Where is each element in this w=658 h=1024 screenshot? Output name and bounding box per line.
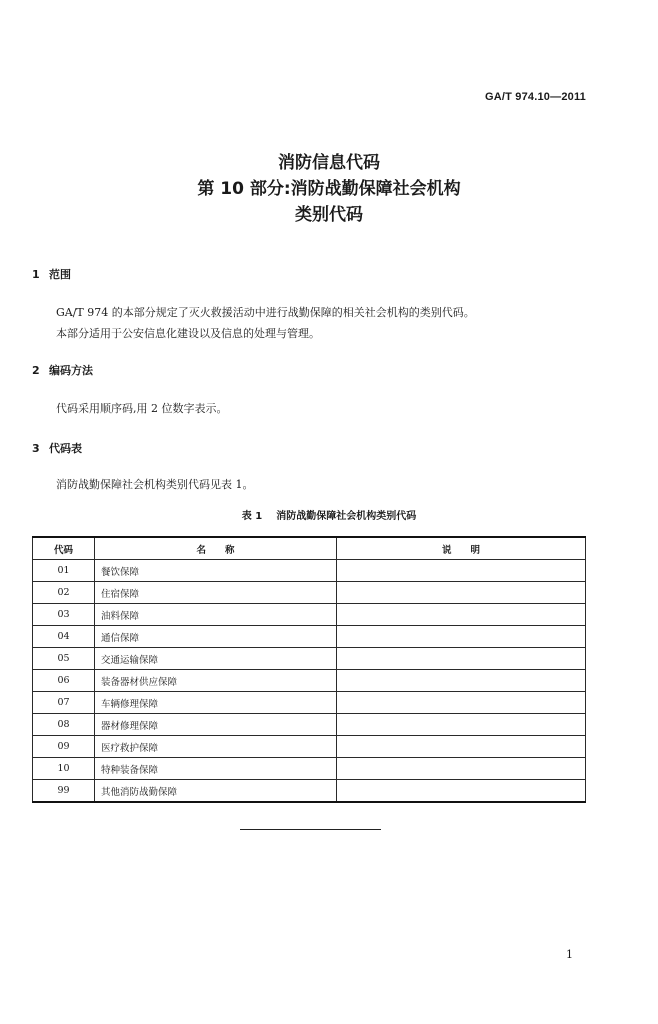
- cell-name: 油料保障: [95, 604, 337, 626]
- cell-name: 器材修理保障: [95, 714, 337, 736]
- table-row: [33, 604, 586, 626]
- section-1-body: [56, 302, 475, 344]
- table-header-row: [33, 537, 586, 560]
- table-row: [33, 648, 586, 670]
- section-title: 代码表: [49, 442, 82, 455]
- title-line-3: 类别代码: [295, 205, 363, 225]
- table-row: [33, 758, 586, 780]
- section-2-body: [56, 398, 228, 419]
- section-3-body: [56, 474, 254, 495]
- cell-name: 装备器材供应保障: [95, 670, 337, 692]
- section-3-heading: [32, 440, 82, 456]
- title-line-1: 消防信息代码: [278, 153, 380, 173]
- cell-code: 05: [33, 648, 95, 670]
- cell-code: 07: [33, 692, 95, 714]
- section-title: 编码方法: [49, 364, 93, 377]
- title-line-2: 第 10 部分:消防战勤保障社会机构: [197, 179, 461, 199]
- table-row: [33, 736, 586, 758]
- table-caption-title: 消防战勤保障社会机构类别代码: [276, 511, 417, 522]
- cell-code: 02: [33, 582, 95, 604]
- section-2-heading: [32, 362, 93, 378]
- cell-note: [337, 670, 586, 692]
- paragraph: GA/T 974 的本部分规定了灭火救援活动中进行战勤保障的相关社会机构的类别代码。: [56, 306, 475, 319]
- cell-note: [337, 736, 586, 758]
- end-of-text-rule: [240, 829, 381, 830]
- table-row: [33, 560, 586, 582]
- cell-name: 医疗救护保障: [95, 736, 337, 758]
- cell-name: 通信保障: [95, 626, 337, 648]
- cell-name: 住宿保障: [95, 582, 337, 604]
- paragraph: 代码采用顺序码,用 2 位数字表示。: [56, 402, 228, 415]
- cell-code: 04: [33, 626, 95, 648]
- cell-name: 交通运输保障: [95, 648, 337, 670]
- cell-note: [337, 692, 586, 714]
- cell-code: 99: [33, 780, 95, 803]
- cell-note: [337, 714, 586, 736]
- table-row: [33, 626, 586, 648]
- cell-note: [337, 604, 586, 626]
- table-caption: [0, 507, 658, 522]
- cell-code: 01: [33, 560, 95, 582]
- table-row: [33, 692, 586, 714]
- document-title: [0, 150, 658, 228]
- table-row: [33, 714, 586, 736]
- column-header-note: 说 明: [337, 537, 586, 560]
- standard-number: GA/T 974.10—2011: [484, 91, 586, 103]
- page-number: 1: [566, 948, 573, 961]
- table-row: [33, 780, 586, 803]
- cell-code: 10: [33, 758, 95, 780]
- code-table: [32, 536, 586, 803]
- cell-code: 06: [33, 670, 95, 692]
- cell-code: 08: [33, 714, 95, 736]
- table-row: [33, 582, 586, 604]
- cell-name: 餐饮保障: [95, 560, 337, 582]
- cell-note: [337, 648, 586, 670]
- table-caption-label: 表 1: [241, 511, 263, 522]
- cell-note: [337, 560, 586, 582]
- cell-note: [337, 758, 586, 780]
- cell-note: [337, 582, 586, 604]
- cell-name: 特种装备保障: [95, 758, 337, 780]
- cell-note: [337, 626, 586, 648]
- column-header-name: 名 称: [95, 537, 337, 560]
- paragraph: 消防战勤保障社会机构类别代码见表 1。: [56, 478, 254, 491]
- cell-code: 03: [33, 604, 95, 626]
- section-1-heading: [32, 266, 71, 282]
- section-title: 范围: [49, 268, 71, 281]
- cell-code: 09: [33, 736, 95, 758]
- section-number: 3: [32, 442, 40, 455]
- cell-name: 其他消防战勤保障: [95, 780, 337, 803]
- column-header-code: 代码: [33, 537, 95, 560]
- table-row: [33, 670, 586, 692]
- section-number: 2: [32, 364, 40, 377]
- cell-name: 车辆修理保障: [95, 692, 337, 714]
- cell-note: [337, 780, 586, 803]
- section-number: 1: [32, 268, 40, 281]
- paragraph: 本部分适用于公安信息化建设以及信息的处理与管理。: [56, 327, 320, 340]
